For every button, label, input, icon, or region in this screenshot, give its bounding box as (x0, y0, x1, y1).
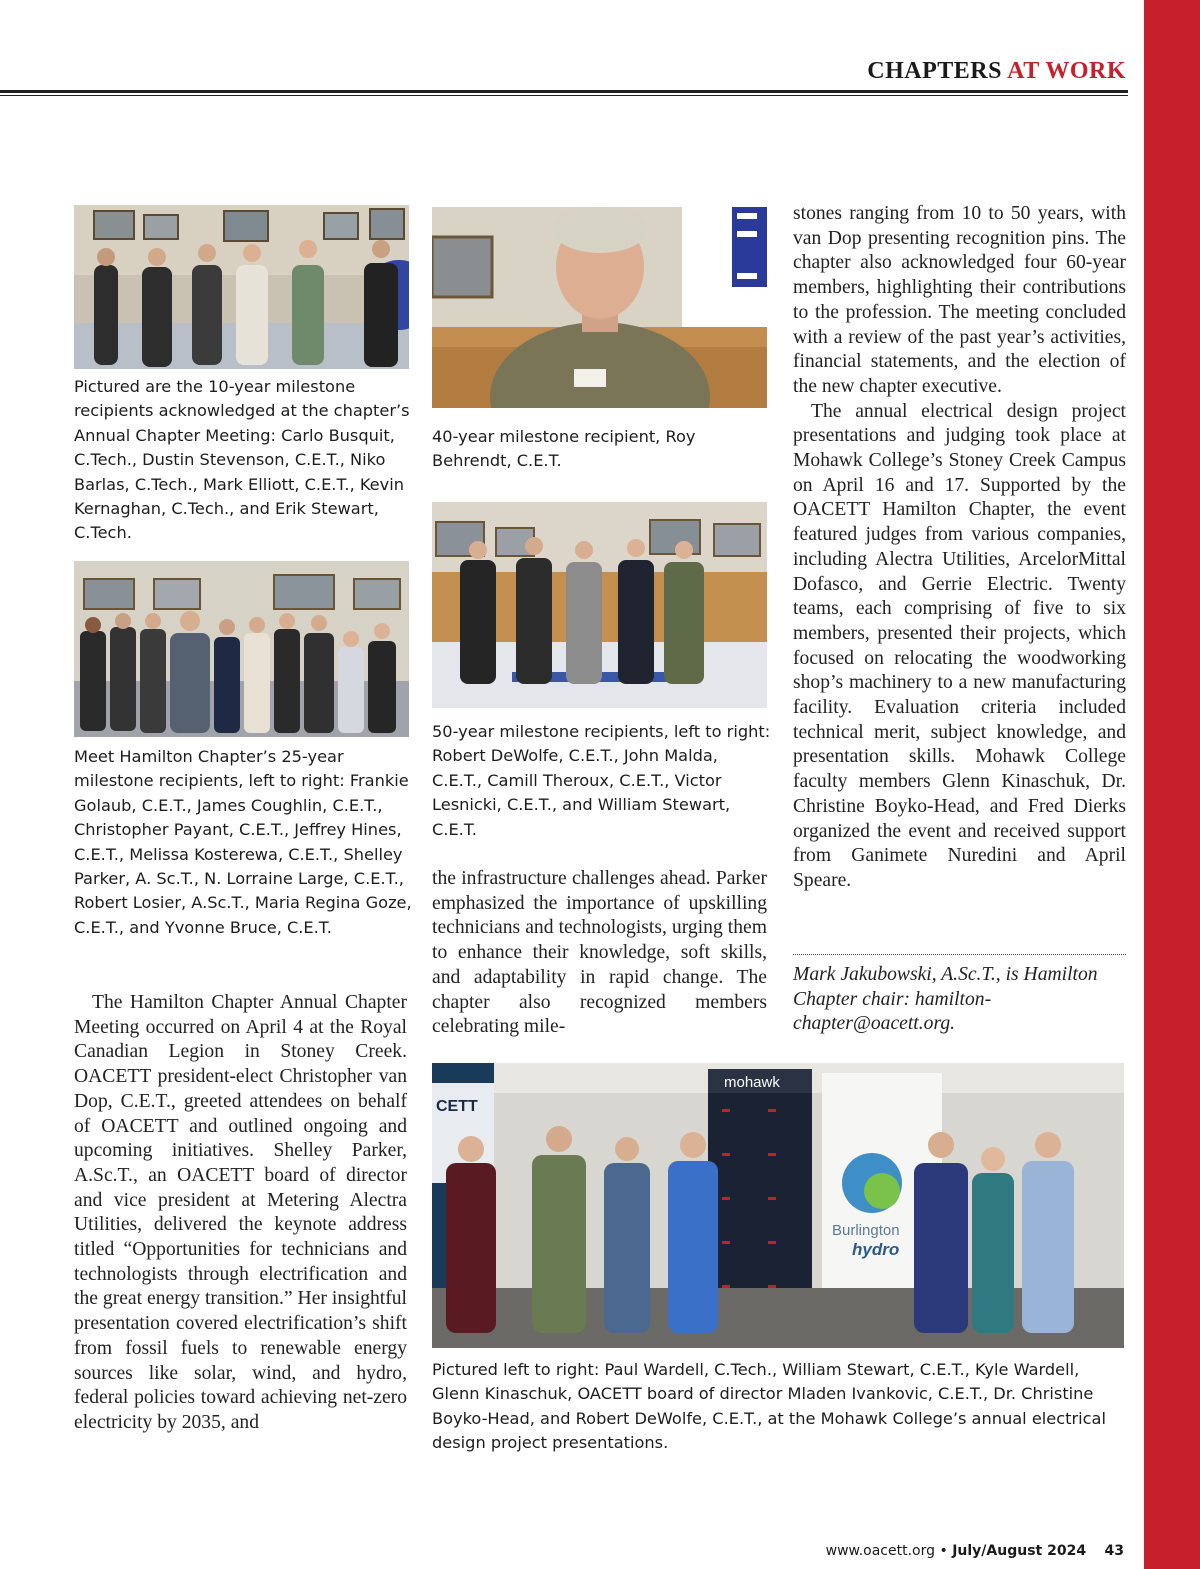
page-number: 43 (1104, 1543, 1124, 1559)
section-heading-prefix: CHAPTERS (867, 58, 1002, 84)
footer-separator: • (939, 1543, 948, 1559)
design-project-caption: Pictured left to right: Paul Wardell, C.Tech., William Stewart, C.E.T., Kyle Wardell, Glenn Kinaschuk, OACETT board of director Mladen Ivankovic, C.E.T., Dr. Christine Boyko-Head, and Robert DeWolfe, C.E.T., at the Mohawk College’s annual electrical design project presentations. (432, 1360, 1106, 1453)
page-footer (826, 1543, 1124, 1559)
footer-issue: July/August 2024 (952, 1543, 1087, 1559)
footer-url[interactable]: www.oacett.org (825, 1543, 936, 1559)
page-edge-red-bar (1144, 0, 1200, 1569)
article-paragraph: The Hamilton Chapter Annual Chapter Meeting occurred on April 4 at the Royal Canadian Legion in Stoney Creek. OACETT president-elect Christopher van Dop, C.E.T., greeted attendees on behalf of OACETT and outlined ongoing and upcoming initiatives. Shelley Parker, A.Sc.T., an OACETT board of director and vice president at Metering Alectra Utilities, delivered the keynote address titled “Opportunities for technicians and technologists through electrification and the great energy transition.” Her insightful presentation covered electrification’s shift from fossil fuels to renewable energy sources like solar, wind, and hydro, federal policies toward achieving net-zero electricity by 2035, and (74, 992, 407, 1433)
twentyfive-year-caption: Meet Hamilton Chapter’s 25-year milestone recipients, left to right: Frankie Golaub, C.E.T., James Coughlin, C.E.T., Christopher Payant, C.E.T., Jeffrey Hines, C.E.T., Melissa Kosterewa, C.E.T., Shelley Parker, A. Sc.T., N. Lorraine Large, C.E.T., Robert Losier, A.Sc.T., Maria Regina Goze, C.E.T., and Yvonne Bruce, C.E.T. (74, 747, 412, 937)
fifty-year-caption: 50-year milestone recipients, left to right: Robert DeWolfe, C.E.T., John Malda, C.E.T., Camill Theroux, C.E.T., Victor Lesnicki, C.E.T., and William Stewart, C.E.T. (432, 722, 771, 839)
article-paragraph: the infrastructure challenges ahead. Parker emphasized the importance of upskilling technicians and technologists, urging them to enhance their knowledge, soft skills, and adaptability in rapid change. The chapter also recognized members celebrating mile- (432, 868, 767, 1038)
article-column-1 (74, 991, 407, 1436)
header-rule-thin (0, 95, 1128, 96)
forty-year-caption: 40-year milestone recipient, Roy Behrendt, C.E.T. (432, 427, 696, 471)
mohawk-banner-text: mohawk (724, 1074, 780, 1091)
forty-year-photo (432, 207, 767, 408)
burlington-banner-text: Burlington (832, 1222, 900, 1239)
section-heading (867, 58, 1126, 85)
article-column-2 (432, 867, 767, 1040)
article-paragraph: stones ranging from 10 to 50 years, with van Dop presenting recognition pins. The chapter also acknowledged four 60-year members, highlighting their contributions to the profession. The meeting concluded with a review of the past year’s activities, financial statements, and the election of the new chapter executive. (793, 203, 1126, 397)
twentyfive-year-photo (74, 561, 409, 737)
article-column-3 (793, 202, 1126, 894)
cett-banner-text: CETT (436, 1098, 478, 1115)
fifty-year-photo (432, 502, 767, 708)
design-project-photo (432, 1063, 1124, 1348)
ten-year-caption: Pictured are the 10-year milestone recipients acknowledged at the chapter’s Annual Chapter Meeting: Carlo Busquit, C.Tech., Dustin Stevenson, C.E.T., Niko Barlas, C.Tech., Mark Elliott, C.E.T., Kevin Kernaghan, C.Tech., and Erik Stewart, C.Tech. (74, 377, 410, 543)
header-rule (0, 90, 1128, 93)
author-byline: Mark Jakubowski, A.Sc.T., is Hamilton Chapter chair: hamilton-chapter@oacett.org. (793, 964, 1098, 1035)
section-heading-accent: AT WORK (1007, 58, 1126, 84)
ten-year-photo (74, 205, 409, 369)
hydro-banner-text: hydro (852, 1240, 900, 1259)
article-paragraph: The annual electrical design project presentations and judging took place at Mohawk College’s Stoney Creek Campus on April 16 and 17. Supported by the OACETT Hamilton Chapter, the event featured judges from various companies, including Alectra Utilities, ArcelorMittal Dofasco, and Gerrie Electric. Twenty teams, each comprising of five to six members, presented their projects, which focused on relocating the woodworking shop’s machinery to a new manufacturing facility. Evaluation criteria included technical merit, subject knowledge, and presentation skills. Mohawk College faculty members Glenn Kinaschuk, Dr. Christine Boyko-Head, and Fred Dierks organized the event and received support from Ganimete Nuredini and April Speare. (793, 400, 1126, 891)
byline-divider (793, 954, 1126, 955)
